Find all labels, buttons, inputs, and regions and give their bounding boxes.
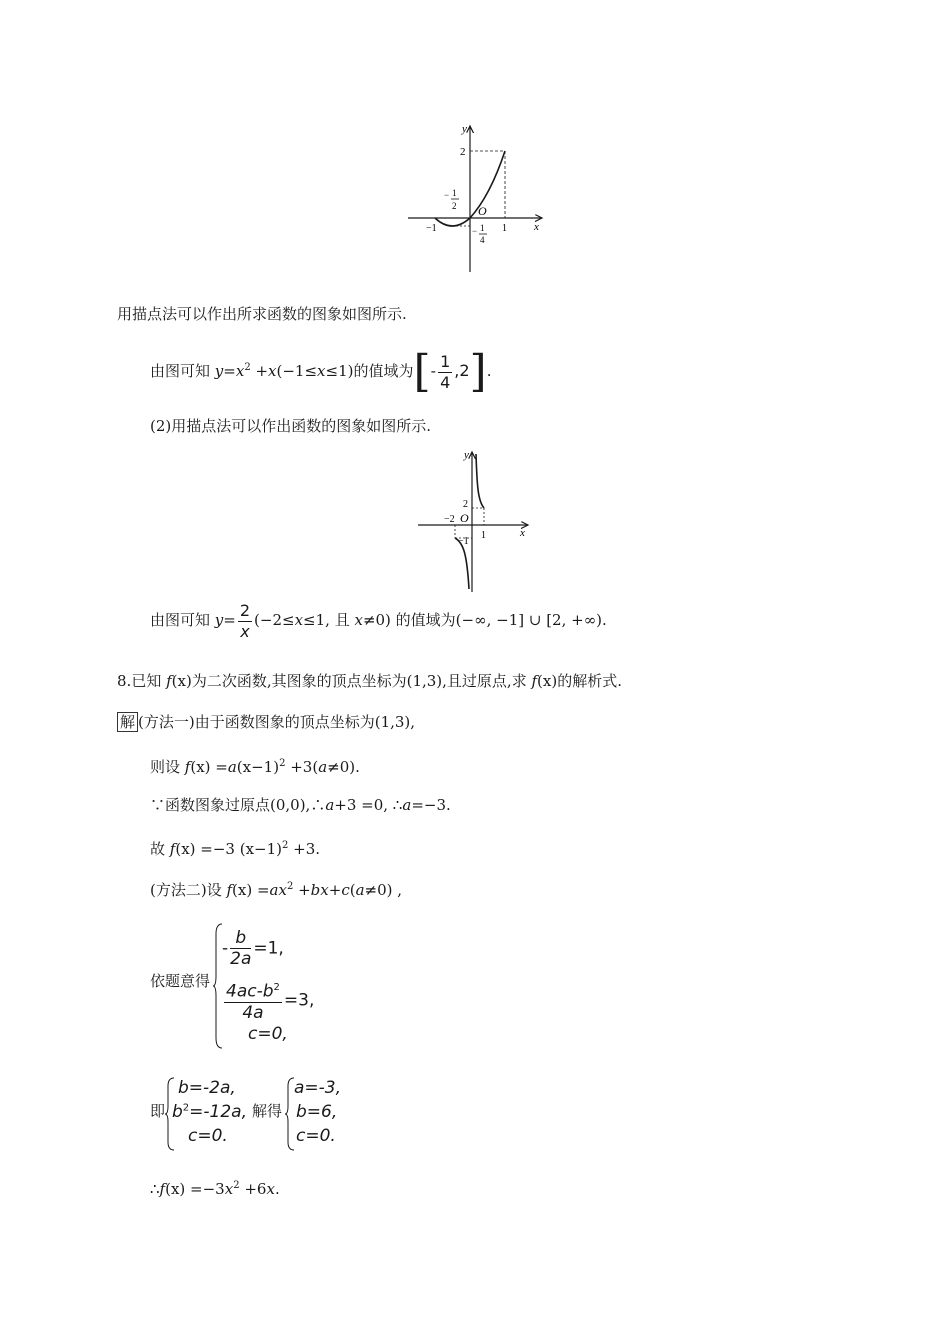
tick-y-2: 2 bbox=[463, 499, 468, 510]
half-den: 2 bbox=[452, 201, 457, 211]
system2-eq3: c=0. bbox=[188, 1126, 228, 1146]
solution-method1: 解 (方法一)由于函数图象的顶点坐标为(1,3), bbox=[117, 711, 415, 733]
tick-x-neg2: −2 bbox=[444, 514, 455, 525]
system3-eq3: c=0. bbox=[296, 1126, 336, 1146]
problem-8: 8.已知 f(x)为二次函数,其图象的顶点坐标为(1,3),且过原点,求 f(x)的解析式. bbox=[117, 672, 622, 690]
text-line3: (2)用描点法可以作出函数的图象如图所示. bbox=[150, 417, 432, 435]
graph-hyperbola bbox=[412, 446, 536, 596]
text-line1: 用描点法可以作出所求函数的图象如图所示. bbox=[117, 305, 407, 323]
system1-eq3: c=0, bbox=[248, 1024, 288, 1044]
solution-step3: 故 f(x) =−3 $(x-1)^2 +3$. bbox=[150, 840, 321, 858]
tick-y-2: 2 bbox=[460, 146, 466, 158]
tick-x-neg1: −1 bbox=[426, 223, 437, 234]
solution-tag: 解 bbox=[117, 712, 138, 732]
qtr-num: 1 bbox=[480, 223, 485, 233]
system1-eq2: $\frac{4ac-b^2}{4a}$ =3, bbox=[222, 978, 314, 1023]
text-line4: 由图可知 y= $\frac{2}{x}$ (−2≤x≤1, 且 x≠0) 的值域为(−∞, −1] ∪ [2, +∞). bbox=[150, 600, 607, 641]
tick-x-1: 1 bbox=[502, 223, 507, 234]
solution-method2: (方法二)设 $f(x) =ax^2 +bx+c(a\ne 0)$ , bbox=[150, 881, 403, 899]
qtr-den: 4 bbox=[480, 235, 485, 245]
text-line2: 由图可知 $y=x^2 +x(-1\le x\le 1)$的值域为[- $\frac{1}{4}$ ,2]. bbox=[150, 346, 492, 397]
graph-parabola bbox=[400, 118, 550, 278]
system2-eq1: b=-2a, bbox=[178, 1078, 236, 1098]
x-axis-label: x bbox=[534, 221, 539, 233]
system1-eq1: - $\frac{b}{2a}$ =1, bbox=[222, 928, 284, 969]
ji-label: 即 bbox=[150, 1102, 166, 1120]
system2-eq2: $b^2=-12a$, bbox=[172, 1102, 248, 1122]
solution-step2: ∵函数图象过原点(0,0),∴a+3 =0, ∴a=−3. bbox=[150, 796, 451, 814]
system3-eq1: a=-3, bbox=[294, 1078, 342, 1098]
solution-step1: 则设 $f(x) =a(x-1)^2 +3(a\ne 0)$. bbox=[150, 758, 360, 776]
tick-x-1: 1 bbox=[481, 530, 486, 541]
qtr-sign: − bbox=[472, 226, 478, 236]
y-axis-label: y bbox=[462, 123, 467, 135]
yiti-label: 依题意得 bbox=[150, 972, 211, 990]
system3-eq2: b=6, bbox=[296, 1102, 338, 1122]
y-axis-label: y bbox=[464, 449, 469, 461]
origin-label: O bbox=[478, 204, 487, 218]
jiede-label: 解得 bbox=[252, 1102, 283, 1120]
tick-y-neg1: −1 bbox=[458, 536, 469, 547]
final-answer: ∴f(x) $=-3x^2 +6x$. bbox=[150, 1180, 280, 1198]
half-num: 1 bbox=[452, 188, 457, 198]
hyperbola-right bbox=[476, 454, 484, 508]
x-axis-label: x bbox=[520, 527, 525, 539]
origin-label: O bbox=[460, 511, 469, 525]
half-sign: − bbox=[444, 190, 450, 200]
